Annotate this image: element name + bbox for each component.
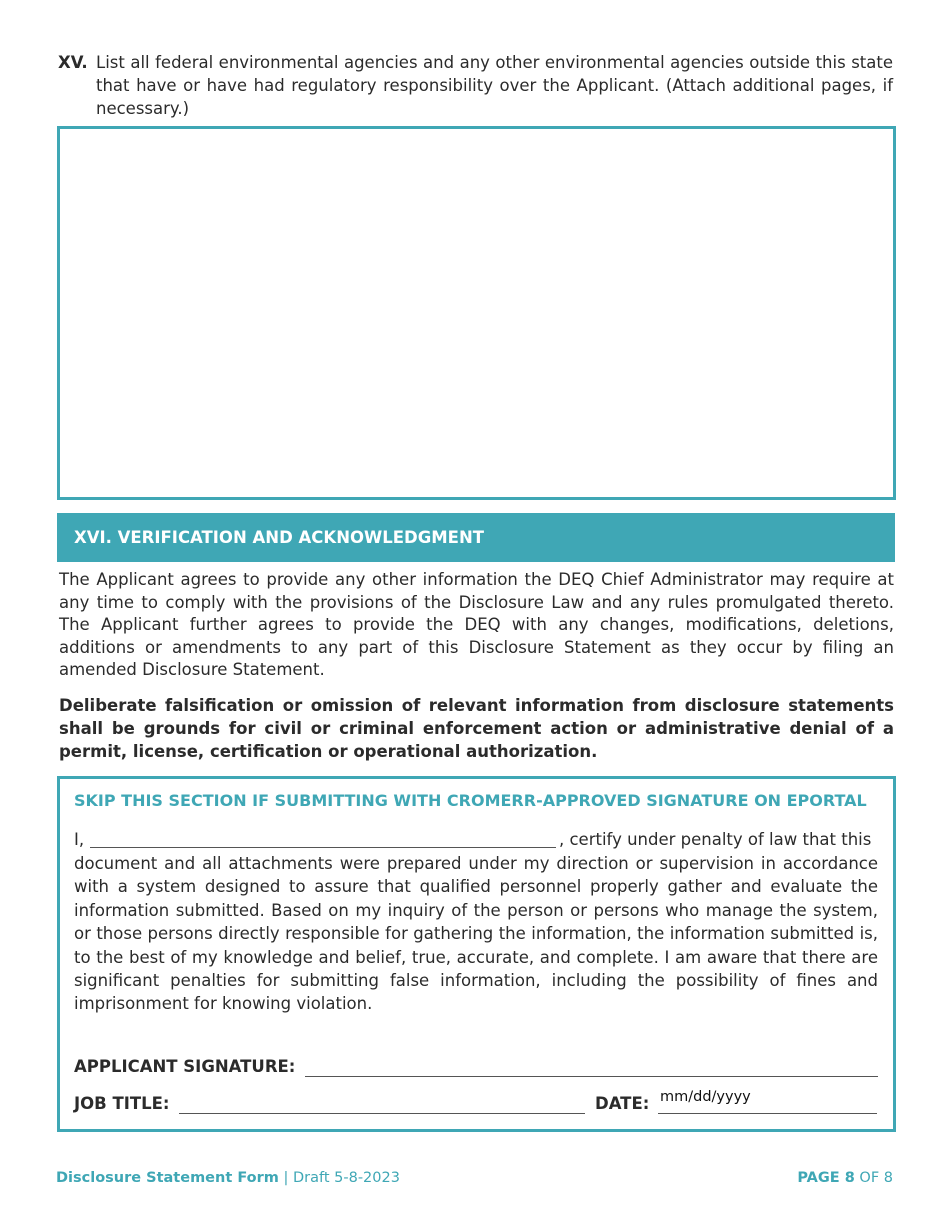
section-xvi-title: XVI. VERIFICATION AND ACKNOWLEDGMENT [74,528,485,547]
section-xv-instructions: List all federal environmental agencies and any other environmental agencies outside this state that have or have had regulatory responsibility over the Applicant. (Attach additional pages, if necessary.) [96,53,893,118]
job-title-field[interactable] [179,1113,585,1114]
date-field[interactable]: mm/dd/yyyy [660,1089,751,1105]
date-field-underline [658,1113,877,1114]
footer-form-name [56,1168,400,1188]
date-label: DATE: [595,1094,650,1113]
applicant-signature-field[interactable] [305,1076,878,1077]
certification-first-line: , certify under penalty of law that this [559,830,872,849]
certification-prefix: I, [74,830,85,849]
section-xv-response-field[interactable] [60,129,893,497]
footer-page-total: OF 8 [854,1170,893,1186]
footer-draft: | Draft 5-8-2023 [278,1170,400,1186]
certifier-name-field[interactable] [90,847,556,848]
certification-header: SKIP THIS SECTION IF SUBMITTING WITH CROMERR-APPROVED SIGNATURE ON EPORTAL [74,791,867,810]
footer-form-title: Disclosure Statement Form [56,1170,279,1186]
job-title-label: JOB TITLE: [74,1094,170,1113]
section-xvi-paragraph: The Applicant agrees to provide any other information the DEQ Chief Administrator may require at any time to comply with the provisions of the Disclosure Law and any rules promulgated thereto. The Applicant further agrees to provide the DEQ with any changes, modifications, deletions, additions or amendments to any part of this Disclosure Statement as they occur by filing an amended Disclosure Statement. [59,570,894,679]
section-xv-number: XV. [58,53,88,72]
applicant-signature-label: APPLICANT SIGNATURE: [74,1057,296,1076]
section-xvi-warning: Deliberate falsification or omission of relevant information from disclosure statements shall be grounds for civil or criminal enforcement action or administrative denial of a permit, license, certification or operational authorization. [59,696,894,761]
footer-page-label: PAGE 8 [797,1170,855,1186]
certification-statement: document and all attachments were prepared under my direction or supervision in accordance with a system designed to assure that qualified personnel properly gather and evaluate the information submitted. Based on my inquiry of the person or persons who manage the system, or those persons directly responsible for gathering the information, the information submitted is, to the best of my knowledge and belief, true, accurate, and complete. I am aware that there are significant penalties for submitting false information, including the possibility of fines and imprisonment for knowing violation. [74,854,878,1014]
footer-page-number [797,1168,893,1188]
section-xv-response-box[interactable] [57,126,896,500]
